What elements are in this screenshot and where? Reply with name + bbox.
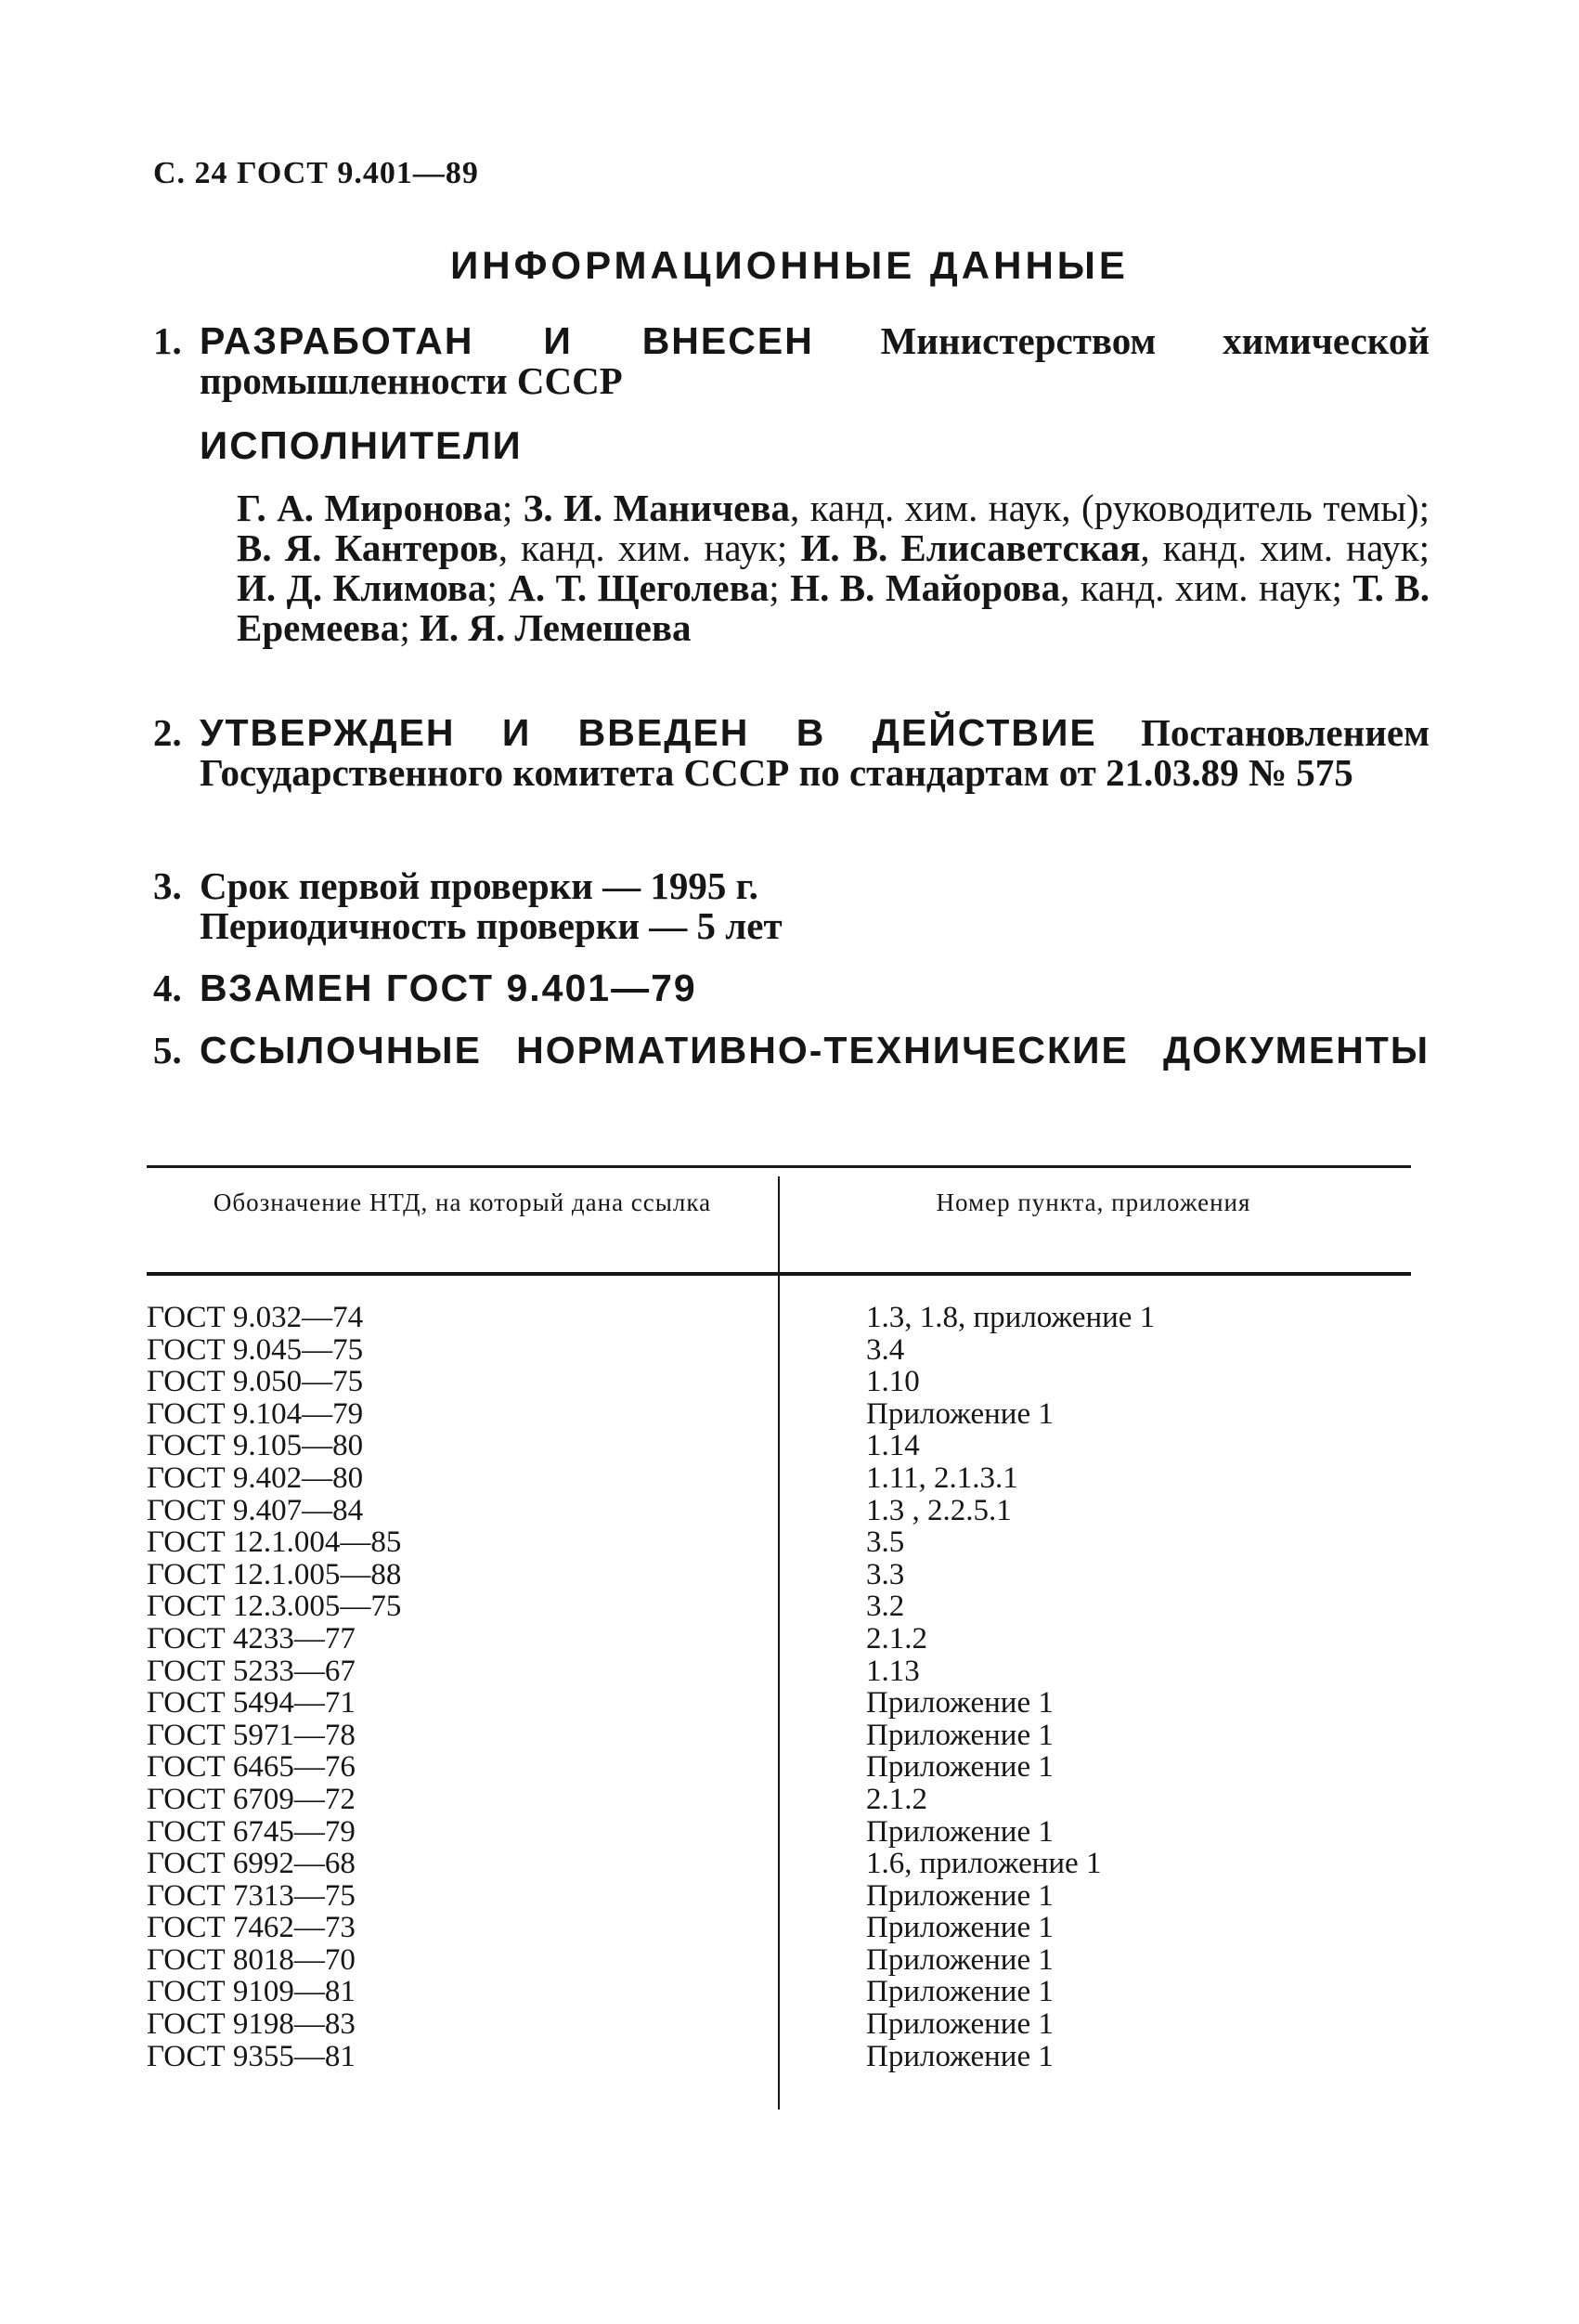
table-row bbox=[147, 1462, 1411, 1495]
table-row bbox=[147, 1590, 1411, 1623]
table-cell-clause: Приложение 1 bbox=[866, 1975, 1054, 2009]
table-cell-designation: ГОСТ 9109—81 bbox=[147, 1975, 356, 2009]
table-cell-designation: ГОСТ 6465—76 bbox=[147, 1750, 356, 1785]
table-cell-designation: ГОСТ 6709—72 bbox=[147, 1782, 356, 1816]
table-cell-clause: 3.4 bbox=[866, 1332, 905, 1367]
executor-name: З. И. Маничева bbox=[523, 487, 791, 529]
table-cell-designation: ГОСТ 9.105—80 bbox=[147, 1429, 364, 1463]
table-row bbox=[147, 1720, 1411, 1752]
table-cell-designation: ГОСТ 5494—71 bbox=[147, 1686, 356, 1720]
table-cell-clause: 3.2 bbox=[866, 1590, 905, 1624]
item-1 bbox=[153, 321, 1430, 401]
table-row bbox=[147, 1912, 1411, 1944]
table-row bbox=[147, 1784, 1411, 1816]
table-cell-designation: ГОСТ 8018—70 bbox=[147, 1942, 356, 1977]
table-cell-clause: 1.14 bbox=[866, 1429, 920, 1463]
executors-label: ИСПОЛНИТЕЛИ bbox=[200, 423, 523, 467]
page-header: С. 24 ГОСТ 9.401—89 bbox=[153, 156, 479, 190]
table-top-rule bbox=[147, 1165, 1411, 1168]
table-cell-clause: Приложение 1 bbox=[866, 1750, 1054, 1785]
table-cell-designation: ГОСТ 12.1.005—88 bbox=[147, 1557, 402, 1591]
table-cell-clause: 2.1.2 bbox=[866, 1782, 927, 1816]
executor-details: , канд. хим. наук; bbox=[498, 526, 801, 569]
table-row bbox=[147, 1848, 1411, 1880]
table-cell-clause: Приложение 1 bbox=[866, 1686, 1054, 1720]
table-cell-clause: 1.13 bbox=[866, 1654, 920, 1688]
executor-details: ; bbox=[769, 566, 791, 609]
table-cell-clause: 1.3 , 2.2.5.1 bbox=[866, 1493, 1012, 1527]
executors-list bbox=[237, 488, 1430, 648]
table-header-rule bbox=[147, 1272, 1411, 1276]
table-cell-designation: ГОСТ 7313—75 bbox=[147, 1878, 356, 1913]
table-cell-clause: Приложение 1 bbox=[866, 1911, 1054, 1945]
executor-name: И. Д. Климова bbox=[237, 566, 487, 609]
table-cell-clause: Приложение 1 bbox=[866, 1878, 1054, 1913]
executor-name: Г. А. Миронова bbox=[237, 487, 502, 529]
table-cell-designation: ГОСТ 12.1.004—85 bbox=[147, 1526, 402, 1560]
table-cell-designation: ГОСТ 9355—81 bbox=[147, 2039, 356, 2073]
table-cell-clause: Приложение 1 bbox=[866, 1942, 1054, 1977]
table-cell-designation: ГОСТ 9.104—79 bbox=[147, 1396, 364, 1431]
executor-name: А. Т. Щеголева bbox=[508, 566, 770, 609]
item-1-number: 1. bbox=[153, 319, 182, 362]
item-3-line-1: Срок первой проверки — 1995 г. bbox=[200, 864, 758, 907]
executor-details: , канд. хим. наук; bbox=[1060, 566, 1353, 609]
table-row bbox=[147, 2041, 1411, 2073]
table-body bbox=[147, 1302, 1411, 2072]
executor-name: И. В. Елисаветская bbox=[800, 526, 1141, 569]
table-row bbox=[147, 1880, 1411, 1913]
table-row bbox=[147, 1751, 1411, 1784]
table-cell-designation: ГОСТ 9.032—74 bbox=[147, 1301, 364, 1334]
table-cell-clause: Приложение 1 bbox=[866, 1814, 1054, 1849]
table-cell-clause: 1.10 bbox=[866, 1365, 920, 1399]
item-1-text: Министерством химической промышленности СССР bbox=[200, 319, 1430, 402]
item-5-number: 5. bbox=[153, 1029, 182, 1071]
table-row bbox=[147, 1398, 1411, 1431]
table-cell-clause: 3.5 bbox=[866, 1526, 905, 1560]
table-cell-designation: ГОСТ 6745—79 bbox=[147, 1814, 356, 1849]
item-2-heading: УТВЕРЖДЕН И ВВЕДЕН В ДЕЙСТВИЕ bbox=[200, 711, 1097, 754]
item-5-heading: ССЫЛОЧНЫЕ НОРМАТИВНО-ТЕХНИЧЕСКИЕ ДОКУМЕНТЫ bbox=[200, 1029, 1430, 1071]
table-cell-designation: ГОСТ 9.402—80 bbox=[147, 1461, 364, 1495]
table-cell-clause: Приложение 1 bbox=[866, 2039, 1054, 2073]
executor-name: В. Я. Кантеров bbox=[237, 526, 498, 569]
item-4-heading: ВЗАМЕН ГОСТ 9.401—79 bbox=[200, 967, 697, 1009]
table-cell-designation: ГОСТ 9198—83 bbox=[147, 2007, 356, 2042]
item-4 bbox=[153, 968, 1430, 1008]
executor-details: , канд. хим. наук; bbox=[1140, 526, 1430, 569]
table-cell-clause: Приложение 1 bbox=[866, 1718, 1054, 1752]
table-cell-clause: 1.6, приложение 1 bbox=[866, 1847, 1102, 1881]
item-4-number: 4. bbox=[153, 967, 182, 1009]
item-5 bbox=[153, 1031, 1430, 1071]
item-2-number: 2. bbox=[153, 711, 182, 754]
table-row bbox=[147, 1366, 1411, 1398]
table-cell-clause: 1.11, 2.1.3.1 bbox=[866, 1461, 1018, 1495]
executor-name: Н. В. Майорова bbox=[790, 566, 1061, 609]
table-row bbox=[147, 1559, 1411, 1591]
table-cell-designation: ГОСТ 9.050—75 bbox=[147, 1365, 364, 1399]
table-cell-designation: ГОСТ 12.3.005—75 bbox=[147, 1590, 402, 1624]
table-row bbox=[147, 1526, 1411, 1559]
item-2-text: Постановлением Государственного комитета СССР по стандартам от 21.03.89 № 575 bbox=[200, 711, 1430, 794]
table-cell-designation: ГОСТ 7462—73 bbox=[147, 1911, 356, 1945]
table-cell-designation: ГОСТ 6992—68 bbox=[147, 1847, 356, 1881]
executor-details: ; bbox=[399, 606, 420, 649]
table-cell-clause: 2.1.2 bbox=[866, 1621, 927, 1655]
executor-details: , канд. хим. наук, (руководитель темы); bbox=[790, 487, 1430, 529]
table-cell-designation: ГОСТ 5971—78 bbox=[147, 1718, 356, 1752]
item-3-line-2: Периодичность проверки — 5 лет bbox=[200, 904, 783, 947]
table-header-clause: Номер пункта, приложения bbox=[936, 1188, 1251, 1216]
executor-details: ; bbox=[486, 566, 509, 609]
table-cell-clause: 1.3, 1.8, приложение 1 bbox=[866, 1301, 1156, 1334]
table-row bbox=[147, 1944, 1411, 1977]
table-row bbox=[147, 1623, 1411, 1655]
table-cell-clause: Приложение 1 bbox=[866, 1396, 1054, 1431]
item-1-heading: РАЗРАБОТАН И ВНЕСЕН bbox=[200, 319, 814, 362]
executor-details: ; bbox=[501, 487, 524, 529]
table-row bbox=[147, 1816, 1411, 1849]
table-row bbox=[147, 1430, 1411, 1462]
executor-name: Т. В. Еремеева bbox=[237, 566, 1430, 649]
table-cell-clause: Приложение 1 bbox=[866, 2007, 1054, 2042]
table-row bbox=[147, 1976, 1411, 2008]
item-3-number: 3. bbox=[153, 864, 182, 907]
table-row bbox=[147, 1334, 1411, 1367]
table-row bbox=[147, 1687, 1411, 1720]
table-cell-designation: ГОСТ 9.045—75 bbox=[147, 1332, 364, 1367]
table-row bbox=[147, 2008, 1411, 2041]
table-row bbox=[147, 1302, 1411, 1334]
table-row bbox=[147, 1655, 1411, 1688]
item-3 bbox=[153, 866, 1430, 946]
table-header-designation: Обозначение НТД, на который дана ссылка bbox=[213, 1188, 712, 1216]
table-cell-designation: ГОСТ 9.407—84 bbox=[147, 1493, 364, 1527]
item-2 bbox=[153, 713, 1430, 793]
table-row bbox=[147, 1495, 1411, 1527]
reference-table bbox=[147, 1165, 1411, 2112]
table-cell-designation: ГОСТ 4233—77 bbox=[147, 1621, 356, 1655]
page-title: ИНФОРМАЦИОННЫЕ ДАННЫЕ bbox=[450, 243, 1129, 287]
executor-name: И. Я. Лемешева bbox=[419, 606, 692, 649]
table-cell-clause: 3.3 bbox=[866, 1557, 905, 1591]
table-cell-designation: ГОСТ 5233—67 bbox=[147, 1654, 356, 1688]
